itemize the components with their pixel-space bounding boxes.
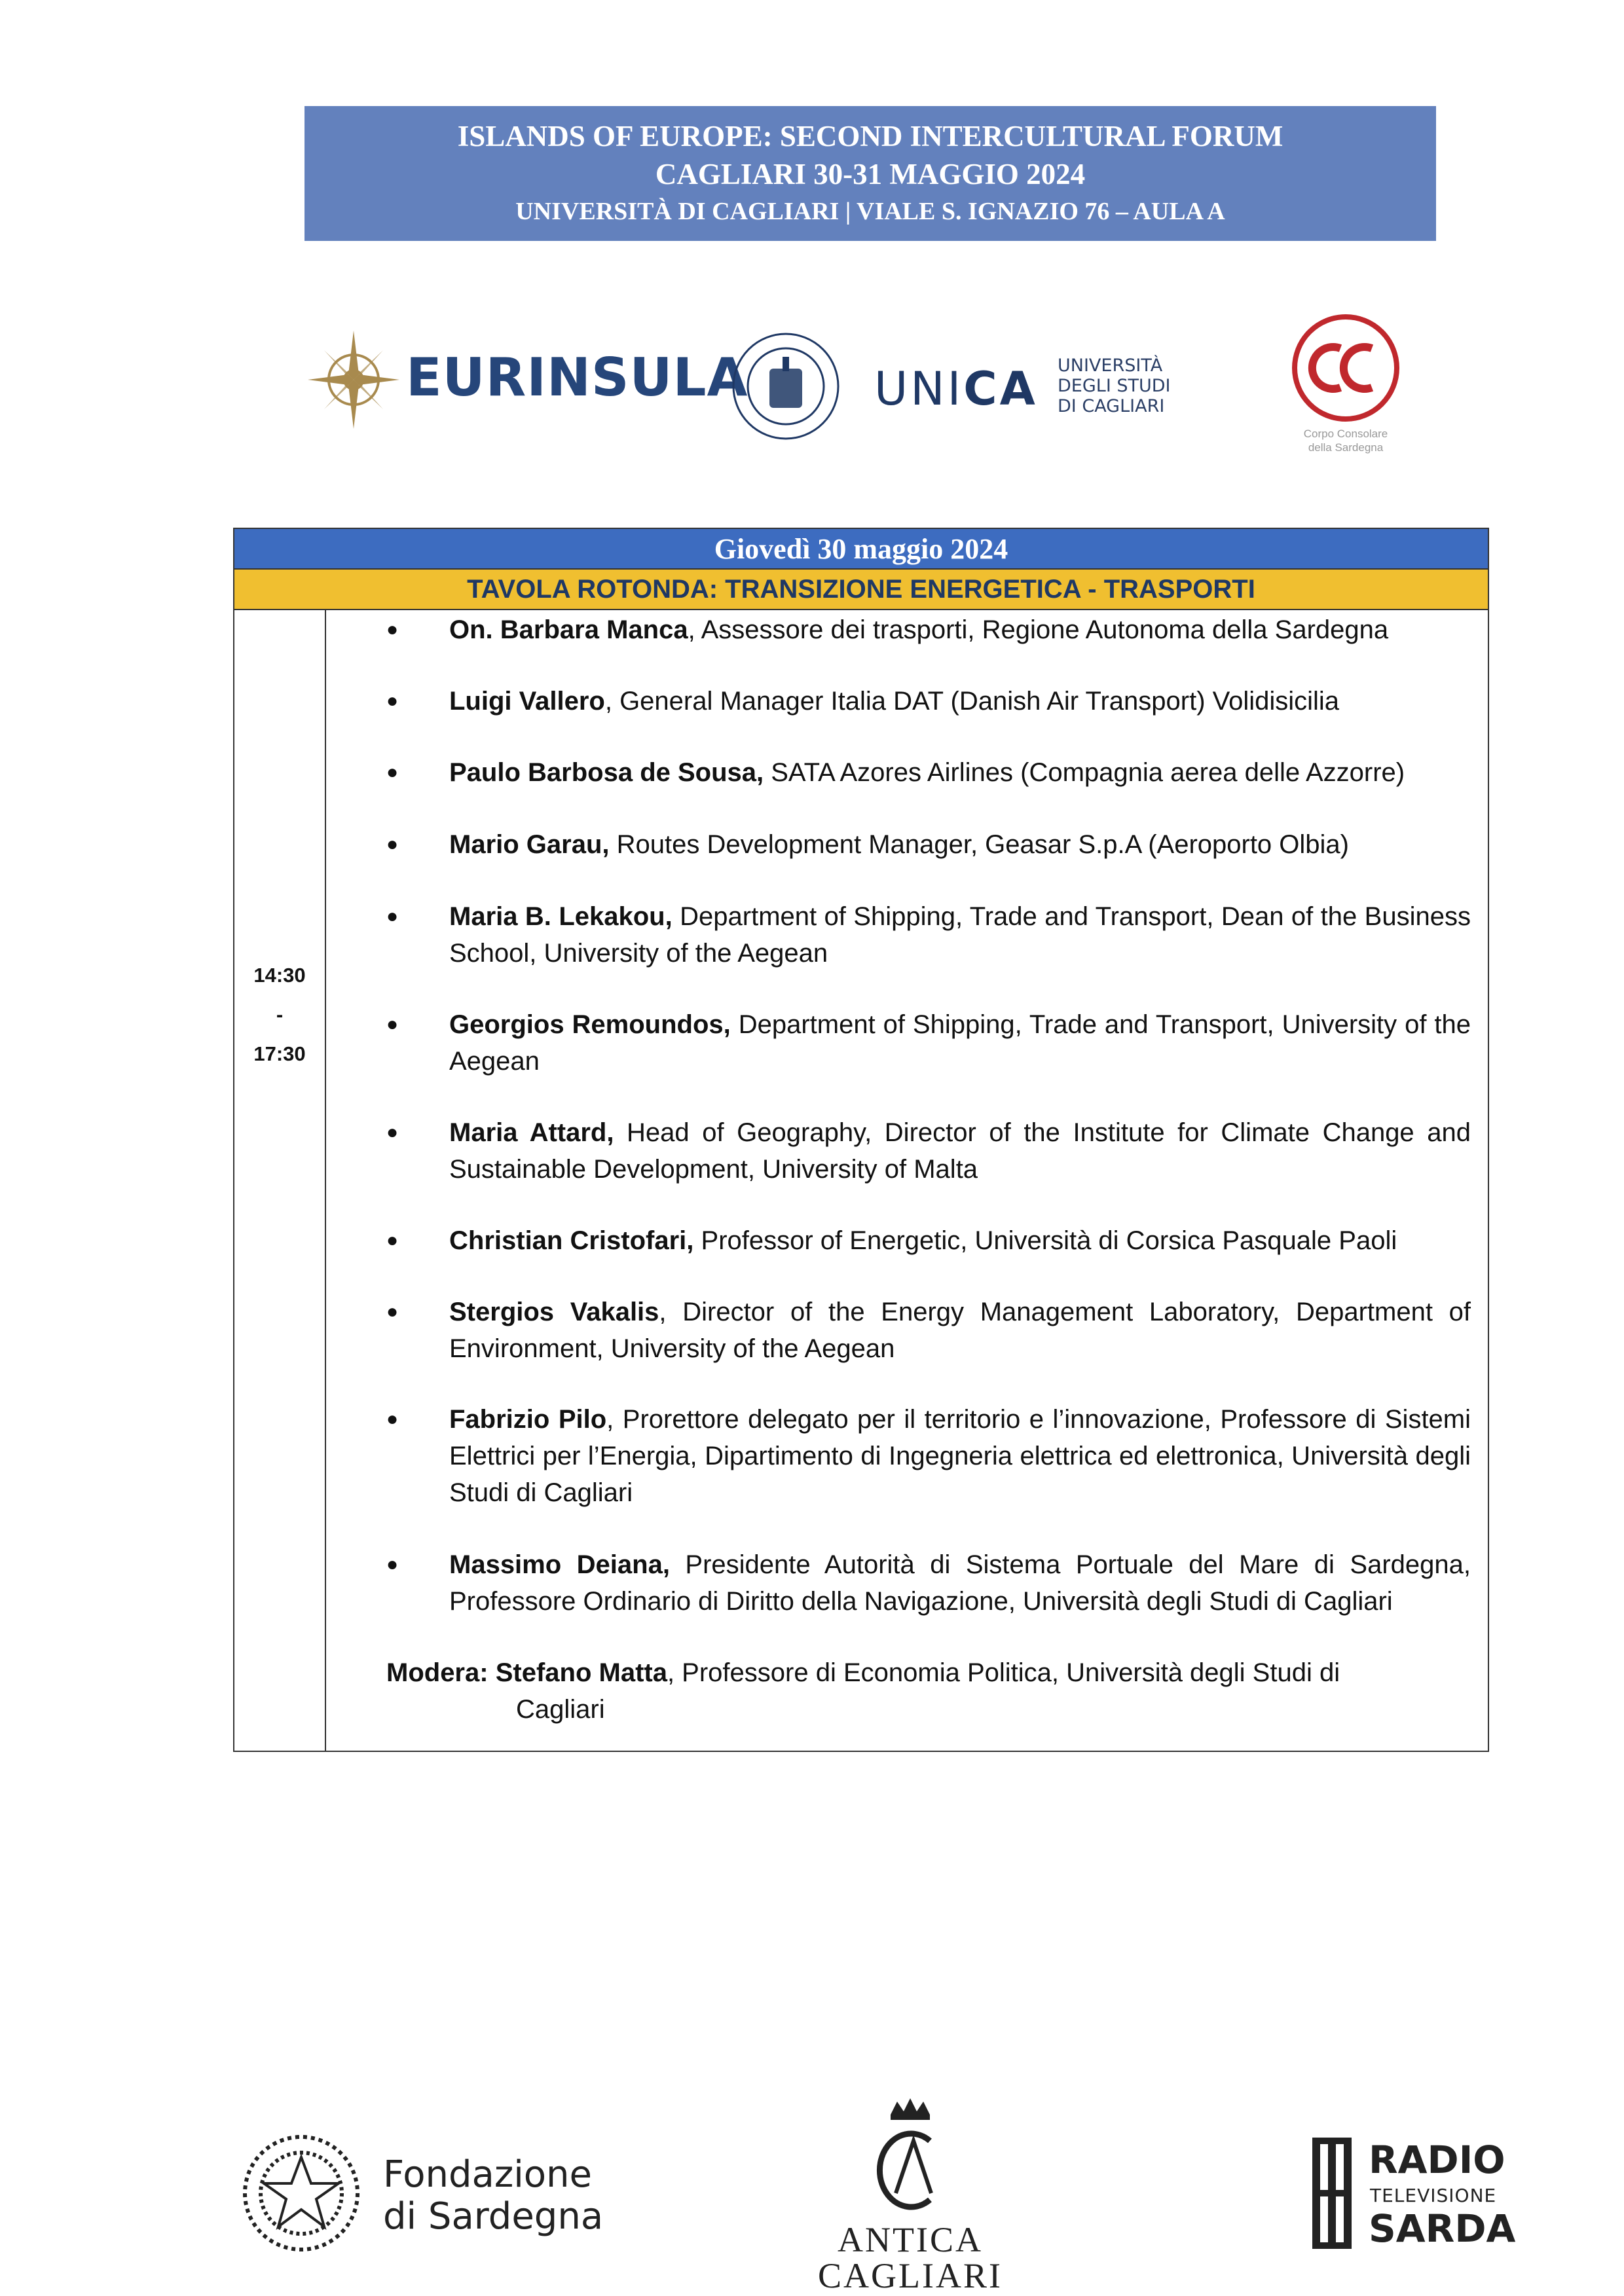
bullet-icon: ● [386, 1554, 399, 1575]
rts-line2: TELEVISIONE [1370, 2185, 1497, 2206]
speaker-text [449, 683, 1471, 720]
moderator-role-cont: Cagliari [516, 1695, 605, 1724]
bullet-icon: ● [386, 619, 399, 640]
bullet-icon: ● [386, 1121, 399, 1143]
bullet-icon: ● [386, 905, 399, 927]
speaker-text [449, 1114, 1471, 1188]
compass-icon [308, 327, 399, 432]
antica-cagliari-logo [805, 2095, 1015, 2295]
speaker-role: Department of Shipping, Trade and Transport, Dean of the Business School, University of the Aegean [449, 902, 1471, 968]
speaker-text [449, 826, 1471, 863]
antica-line2: CAGLIARI [818, 2256, 1003, 2295]
fondazione-line2: di Sardegna [383, 2195, 604, 2238]
unica-wordmark-part2: CA [963, 362, 1038, 416]
forum-dates: CAGLIARI 30-31 MAGGIO 2024 [655, 158, 1086, 191]
speaker-name: Maria B. Lekakou, [449, 902, 673, 931]
time-start: 14:30 [253, 964, 306, 987]
unica-subtitle [1058, 355, 1171, 416]
unica-logo [730, 337, 1175, 442]
forum-venue: UNIVERSITÀ DI CAGLIARI | VIALE S. IGNAZIO 76 – AULA A [515, 198, 1225, 225]
speaker-name: Fabrizio Pilo [449, 1405, 607, 1434]
unica-wordmark [874, 362, 1038, 416]
bullet-icon: ● [386, 690, 399, 712]
bullet-icon: ● [386, 1013, 399, 1035]
bullet-icon: ● [386, 1230, 399, 1251]
radio-televisione-sarda-logo [1310, 2138, 1526, 2255]
moderator-role: , Professore di Economia Politica, Università degli Studi di [667, 1658, 1340, 1687]
eurinsula-logo [308, 321, 748, 439]
eurinsula-wordmark: EURINSULA [406, 347, 748, 408]
bullet-icon: ● [386, 761, 399, 783]
time-slot [234, 610, 326, 1751]
bullet-icon: ● [386, 1301, 399, 1322]
cc-caption-line2: della Sardegna [1308, 441, 1384, 454]
program-table [233, 528, 1489, 1752]
rts-line1: RADIO [1369, 2138, 1505, 2182]
rts-monogram-icon [1310, 2138, 1362, 2249]
speaker-name: Mario Garau, [449, 830, 610, 859]
speaker-name: Luigi Vallero [449, 687, 605, 716]
cc-caption [1280, 427, 1411, 454]
moderator-label: Modera: [386, 1658, 489, 1687]
speaker-text [449, 1401, 1471, 1511]
speaker-role: Professor of Energetic, Università di Corsica Pasquale Paoli [693, 1226, 1397, 1255]
day-heading: Giovedì 30 maggio 2024 [234, 529, 1488, 570]
crown-monogram-icon [805, 2095, 1015, 2219]
speaker-role: , Assessore dei trasporti, Regione Autonoma della Sardegna [688, 615, 1389, 644]
speaker-role: , Director of the Energy Management Laboratory, Department of Environment, University of the Aegean [449, 1298, 1471, 1363]
speaker-name: On. Barbara Manca [449, 615, 688, 644]
moderator-line [386, 1654, 1473, 1728]
cc-emblem-icon [1280, 314, 1411, 426]
fondazione-line1: Fondazione [383, 2153, 592, 2196]
speaker-role: Routes Development Manager, Geasar S.p.A (Aeroporto Olbia) [609, 830, 1349, 859]
speaker-name: Georgios Remoundos, [449, 1010, 731, 1039]
speaker-name: Maria Attard, [449, 1118, 614, 1147]
speaker-text [449, 1546, 1471, 1620]
session-title: TAVOLA ROTONDA: TRANSIZIONE ENERGETICA - TRASPORTI [234, 570, 1488, 610]
forum-header [304, 106, 1436, 241]
fondazione-sardegna-logo [239, 2131, 632, 2249]
speaker-text [449, 1222, 1471, 1259]
speaker-text [449, 1006, 1471, 1080]
speaker-role: Head of Geography, Director of the Institute for Climate Change and Sustainable Development, University of Malta [449, 1118, 1471, 1184]
time-separator: - [276, 1003, 284, 1026]
time-end: 17:30 [253, 1042, 306, 1065]
bullet-icon: ● [386, 1408, 399, 1430]
unica-subtitle-line1: UNIVERSITÀ [1058, 355, 1163, 376]
forum-title: ISLANDS OF EUROPE: SECOND INTERCULTURAL FORUM [457, 120, 1283, 153]
corpo-consolare-logo [1280, 314, 1411, 462]
university-seal-icon [730, 331, 841, 442]
speaker-text [449, 1294, 1471, 1367]
unica-subtitle-line2: DEGLI STUDI [1058, 376, 1171, 396]
speaker-role: SATA Azores Airlines (Compagnia aerea delle Azzorre) [764, 758, 1405, 787]
speaker-text [449, 754, 1471, 791]
fondazione-wordmark [383, 2154, 603, 2238]
speaker-role: Presidente Autorità di Sistema Portuale del Mare di Sardegna, Professore Ordinario di Diritto della Navigazione, Università degli Studi di Cagliari [449, 1550, 1471, 1616]
speaker-name: Massimo Deiana, [449, 1550, 670, 1579]
speaker-name: Paulo Barbosa de Sousa, [449, 758, 764, 787]
rts-line3: SARDA [1369, 2206, 1516, 2251]
speaker-text [449, 898, 1471, 972]
speaker-role: , General Manager Italia DAT (Danish Air Transport) Volidisicilia [604, 687, 1340, 716]
speaker-role: , Prorettore delegato per il territorio e l’innovazione, Professore di Sistemi Elettrici per l’Energia, Dipartimento di Ingegneria elettrica ed elettronica, Università degli Studi di Cagliari [449, 1405, 1471, 1507]
bullet-icon: ● [386, 833, 399, 855]
moderator-name: Stefano Matta [495, 1658, 667, 1687]
unica-subtitle-line3: DI CAGLIARI [1058, 396, 1165, 416]
speaker-name: Stergios Vakalis [449, 1298, 659, 1326]
star-burst-icon [239, 2131, 363, 2255]
speaker-name: Christian Cristofari, [449, 1226, 694, 1255]
antica-line1: ANTICA [838, 2220, 983, 2259]
cc-caption-line1: Corpo Consolare [1303, 428, 1388, 440]
speaker-text [449, 611, 1471, 648]
speaker-role: Department of Shipping, Trade and Transport, University of the Aegean [449, 1010, 1471, 1076]
unica-wordmark-part1: UNI [874, 362, 964, 416]
